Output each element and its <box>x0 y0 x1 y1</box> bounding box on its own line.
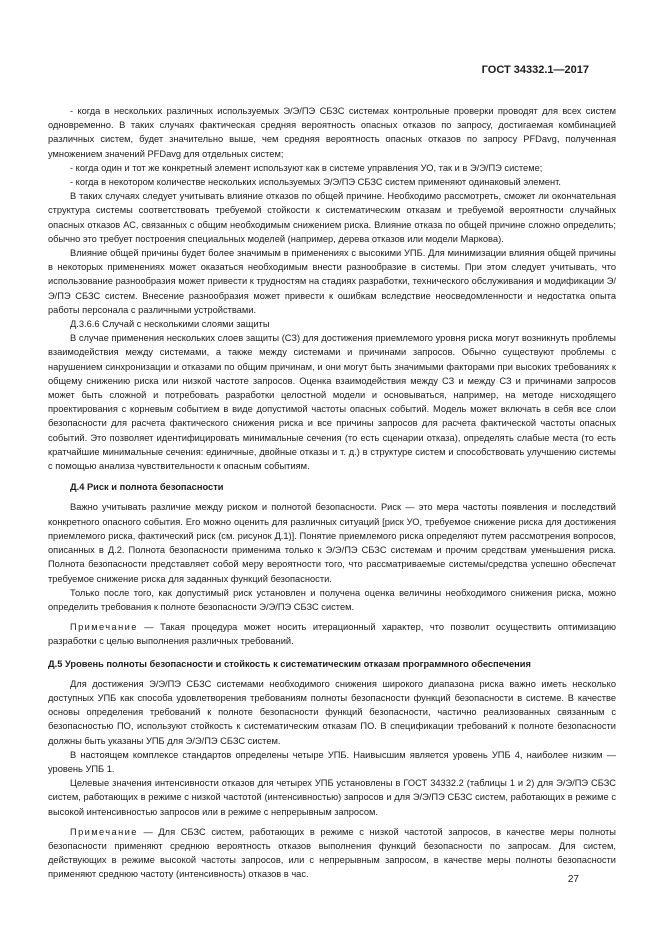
note-text: — Такая процедура может носить итерационный характер, что позволит осуществить оптимизацию разработки с целью выполнения различных требований. <box>48 622 616 647</box>
paragraph: В настоящем комплексе стандартов определены четыре УПБ. Наивысшим является уровень УПБ 4, наиболее низким — уровень УПБ 1. <box>48 749 616 774</box>
paragraph: В случае применения нескольких слоев защиты (СЗ) для достижения приемлемого уровня риска могут возникнуть проблемы взаимодействия между системами, а также между системами и причинами запросов. Обычно существуют проблемы с нарушением синхронизации и отказами по общим причинам, и они могут быть значимыми факторами при высоких требованиях к общему снижению риска или низкой частоте запросов. Оценка взаимодействия между СЗ и между СЗ и причинами запросов может быть сложной и потребовать разработки целостной модели и основываться, например, на методе нисходящего проектирования с корневым событием в виде допустимой частоты опасных событий. Модель может включать в себя все слои безопасности для расчета фактического снижения риска и все причины запросов для расчета фактической частоты опасных событий. Это позволяет идентифицировать минимальные сечения (то есть сценарии отказа), определять слабые места (то есть кратчайшие минимальные сечения: единичные, двойные отказы и т. д.) в структуре систем и способствовать улучшению системы с помощью анализа чувствительности к опасным событиям. <box>48 333 616 472</box>
note <box>48 620 616 648</box>
paragraph: Важно учитывать различие между риском и полнотой безопасности. Риск — это мера частоты появления и последствий конкретного опасного события. Его можно оценить для различных ситуаций [риск УО, требуемое снижение риска для достижения приемлемого риска, фактический риск (см. рисунок Д.1)]. Понятие приемлемого риска определяют путем рассмотрения вопросов, описанных в Д.2. Полнота безопасности применима только к Э/Э/ПЭ СБЗС системам и прочим средствам уменьшения риска. Полнота безопасности представляет собой меру вероятности того, что рассматриваемые системы/средства успешно обеспечат требуемое снижение риска для заданных функций безопасности. <box>48 502 616 584</box>
paragraph: Только после того, как допустимый риск установлен и получена оценка величины необходимого снижения риска, можно определить требования к полноте безопасности Э/Э/ПЭ СБЗС систем. <box>48 587 616 612</box>
document-code: ГОСТ 34332.1—2017 <box>481 64 589 76</box>
subsection-heading: Д.3.6.6 Случай с несколькими слоями защиты <box>70 319 270 330</box>
note-label: Примечание <box>70 826 138 837</box>
paragraph: Для достижения Э/Э/ПЭ СБЗС системами необходимого снижения широкого диапазона риска важно иметь несколько доступных УПБ как способа удовлетворения требованиям полноты безопасности функций безопасности в системе. В качестве основы определения требований к полноте безопасности функций безопасности, частично реализованных связанным с безопасностью ПО, используют стойкость к систематическим отказам ПО. В спецификации требований к полноте безопасности должны быть указаны УПБ для Э/Э/ПЭ СБЗС систем. <box>48 678 616 746</box>
note <box>48 825 616 882</box>
page-number: 27 <box>567 874 579 885</box>
note-label: Примечание <box>70 622 138 633</box>
paragraph: Влияние общей причины будет более значимым в применениях с высокими УПБ. Для минимизации влияния общей причины в некоторых применениях может оказаться необходимым внести разнообразие в системы. При этом следует учитывать, что использование разнообразия может привести к трудностям на стадиях разработки, технического обслуживания и модификации Э/Э/ПЭ СБЗС систем. Внесение разнообразия может привести к ошибкам вследствие неосведомленности и недостатка опыта работы персонала с различными устройствами. <box>48 248 616 315</box>
note-text: — Для СБЗС систем, работающих в режиме с низкой частотой запросов, в качестве меры полноты безопасности применяют среднюю вероятность отказов выполнения функций безопасности по запросам. Для систем, действующих в режиме высокой частоты запросов, или с непрерывным запросом, в качестве меры полноты безопасности применяют среднюю частоту (интенсивность) отказов в час. <box>48 826 616 880</box>
paragraph: - когда в некотором количестве нескольких используемых Э/Э/ПЭ СБЗС систем применяют одинаковый элемент. <box>70 177 561 188</box>
document-body <box>48 104 616 882</box>
paragraph: - когда в нескольких различных используемых Э/Э/ПЭ СБЗС системах контрольные проверки проводят для всех систем одновременно. В таких случаях фактическая средняя вероятность опасных отказов по запросу, достигаемая комбинацией различных систем, будет значительно выше, чем средняя вероятность опасных отказов по запросу PFDavg, полученная умножением значений PFDavg для отдельных систем; <box>48 106 616 159</box>
paragraph: В таких случаях следует учитывать влияние отказов по общей причине. Необходимо рассмотреть, сможет ли окончательная структура системы соответствовать требуемой стойкости к систематическим отказам и требуемой вероятности случайных опасных отказов АС, связанных с общим необходимым снижением риска. Влияние отказа по общей причине сложно определить; обычно это требует построения специальных моделей (например, дерева отказов или модели Маркова). <box>48 191 616 244</box>
paragraph: Целевые значения интенсивности отказов для четырех УПБ установлены в ГОСТ 34332.2 (таблицы 1 и 2) для Э/Э/ПЭ СБЗС систем, работающих в режиме с низкой частотой (интенсивностью) запросов и для Э/Э/ПЭ СБЗС систем, работающих в режиме с высокой интенсивностью запросов или в режиме с непрерывным запросом. <box>48 778 616 817</box>
section-heading: Д.4 Риск и полнота безопасности <box>70 482 224 493</box>
paragraph: - когда один и тот же конкретный элемент используют как в системе управления УО, так и в Э/Э/ПЭ системе; <box>70 162 543 173</box>
section-heading-text: Д.5 Уровень полноты безопасности и стойкость к систематическим отказам программного обеспечения <box>48 658 531 669</box>
section-heading <box>48 657 616 671</box>
